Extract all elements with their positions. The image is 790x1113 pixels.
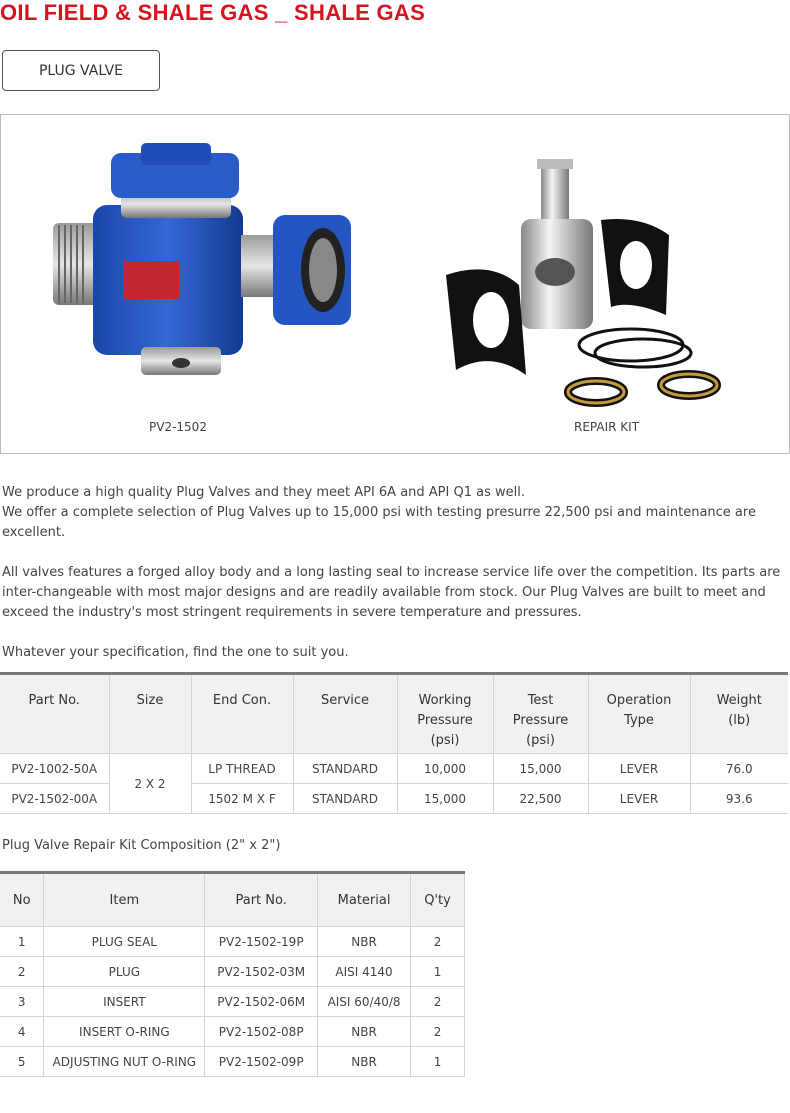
intro-paragraph bbox=[2, 483, 788, 543]
table-header-row bbox=[0, 674, 788, 754]
col-header-operation-type: Operation Type bbox=[588, 674, 690, 754]
cell-service: STANDARD bbox=[293, 754, 397, 784]
intro-text bbox=[2, 483, 788, 683]
cell-operation: LEVER bbox=[588, 784, 690, 814]
cell-no: 3 bbox=[0, 987, 44, 1017]
col-header-test-pressure: Test Pressure (psi) bbox=[493, 674, 588, 754]
cell-part-no: PV2-1502-19P bbox=[205, 927, 318, 957]
product-caption: PV2-1502 bbox=[149, 420, 207, 434]
cell-item: PLUG bbox=[44, 957, 205, 987]
tab-plug-valve[interactable]: PLUG VALVE bbox=[2, 50, 160, 91]
cell-part-no: PV2-1502-09P bbox=[205, 1047, 318, 1077]
page-title: OIL FIELD & SHALE GAS _ SHALE GAS bbox=[0, 0, 426, 25]
table-row bbox=[0, 1017, 465, 1047]
col-header-size: Size bbox=[109, 674, 191, 754]
cell-no: 2 bbox=[0, 957, 44, 987]
col-header-material: Material bbox=[318, 873, 411, 927]
product-plug-valve bbox=[1, 115, 351, 453]
table-header-row bbox=[0, 873, 465, 927]
intro-line: We offer a complete selection of Plug Valves up to 15,000 psi with testing presurre 22,500 psi and maintenance are excellent. bbox=[2, 505, 756, 540]
cell-item: INSERT bbox=[44, 987, 205, 1017]
cell-item: INSERT O-RING bbox=[44, 1017, 205, 1047]
cell-material: NBR bbox=[318, 1017, 411, 1047]
cell-test-pressure: 22,500 bbox=[493, 784, 588, 814]
cell-test-pressure: 15,000 bbox=[493, 754, 588, 784]
col-header-working-pressure: Working Pressure (psi) bbox=[397, 674, 493, 754]
cell-part-no: PV2-1502-08P bbox=[205, 1017, 318, 1047]
cell-material: NBR bbox=[318, 1047, 411, 1077]
cell-qty: 2 bbox=[411, 927, 465, 957]
cell-material: AISI 60/40/8 bbox=[318, 987, 411, 1017]
cell-no: 1 bbox=[0, 927, 44, 957]
cell-no: 4 bbox=[0, 1017, 44, 1047]
cell-size: 2 X 2 bbox=[109, 754, 191, 814]
cell-part-no: PV2-1502-00A bbox=[0, 784, 109, 814]
col-header-part-no: Part No. bbox=[205, 873, 318, 927]
col-header-service: Service bbox=[293, 674, 397, 754]
col-header-no: No bbox=[0, 873, 44, 927]
cell-item: ADJUSTING NUT O-RING bbox=[44, 1047, 205, 1077]
intro-paragraph: All valves features a forged alloy body and a long lasting seal to increase service life over the competition. Its parts are inter-changeable with most major designs and are readily available from stock. Our Plug Valves are built to meet and exceed the industry's most stringent requirements in severe temperature and pressures. bbox=[2, 565, 781, 620]
cell-qty: 1 bbox=[411, 957, 465, 987]
repair-kit-image bbox=[431, 135, 781, 415]
cell-part-no: PV2-1502-03M bbox=[205, 957, 318, 987]
intro-line: We produce a high quality Plug Valves and they meet API 6A and API Q1 as well. bbox=[2, 485, 525, 500]
cell-end-con: LP THREAD bbox=[191, 754, 293, 784]
product-caption: REPAIR KIT bbox=[574, 420, 640, 434]
col-header-qty: Q'ty bbox=[411, 873, 465, 927]
cell-working-pressure: 15,000 bbox=[397, 784, 493, 814]
table-row bbox=[0, 957, 465, 987]
table-row bbox=[0, 927, 465, 957]
repair-kit-title: Plug Valve Repair Kit Composition (2" x 2") bbox=[2, 838, 281, 853]
cell-material: AISI 4140 bbox=[318, 957, 411, 987]
product-repair-kit bbox=[431, 115, 781, 453]
cell-end-con: 1502 M X F bbox=[191, 784, 293, 814]
intro-paragraph: Whatever your specification, find the one to suit you. bbox=[2, 645, 349, 660]
cell-operation: LEVER bbox=[588, 754, 690, 784]
cell-working-pressure: 10,000 bbox=[397, 754, 493, 784]
col-header-end-con: End Con. bbox=[191, 674, 293, 754]
cell-qty: 2 bbox=[411, 1017, 465, 1047]
cell-qty: 2 bbox=[411, 987, 465, 1017]
cell-weight: 76.0 bbox=[690, 754, 788, 784]
table-row bbox=[0, 987, 465, 1017]
cell-no: 5 bbox=[0, 1047, 44, 1077]
cell-material: NBR bbox=[318, 927, 411, 957]
col-header-part-no: Part No. bbox=[0, 674, 109, 754]
col-header-weight: Weight (lb) bbox=[690, 674, 788, 754]
product-gallery bbox=[0, 114, 790, 454]
table-row bbox=[0, 754, 788, 784]
cell-qty: 1 bbox=[411, 1047, 465, 1077]
col-header-item: Item bbox=[44, 873, 205, 927]
cell-part-no: PV2-1002-50A bbox=[0, 754, 109, 784]
cell-service: STANDARD bbox=[293, 784, 397, 814]
plug-valve-image bbox=[1, 135, 351, 415]
table-row bbox=[0, 1047, 465, 1077]
cell-part-no: PV2-1502-06M bbox=[205, 987, 318, 1017]
cell-item: PLUG SEAL bbox=[44, 927, 205, 957]
cell-weight: 93.6 bbox=[690, 784, 788, 814]
repair-kit-table bbox=[0, 871, 465, 1077]
spec-table bbox=[0, 672, 788, 814]
